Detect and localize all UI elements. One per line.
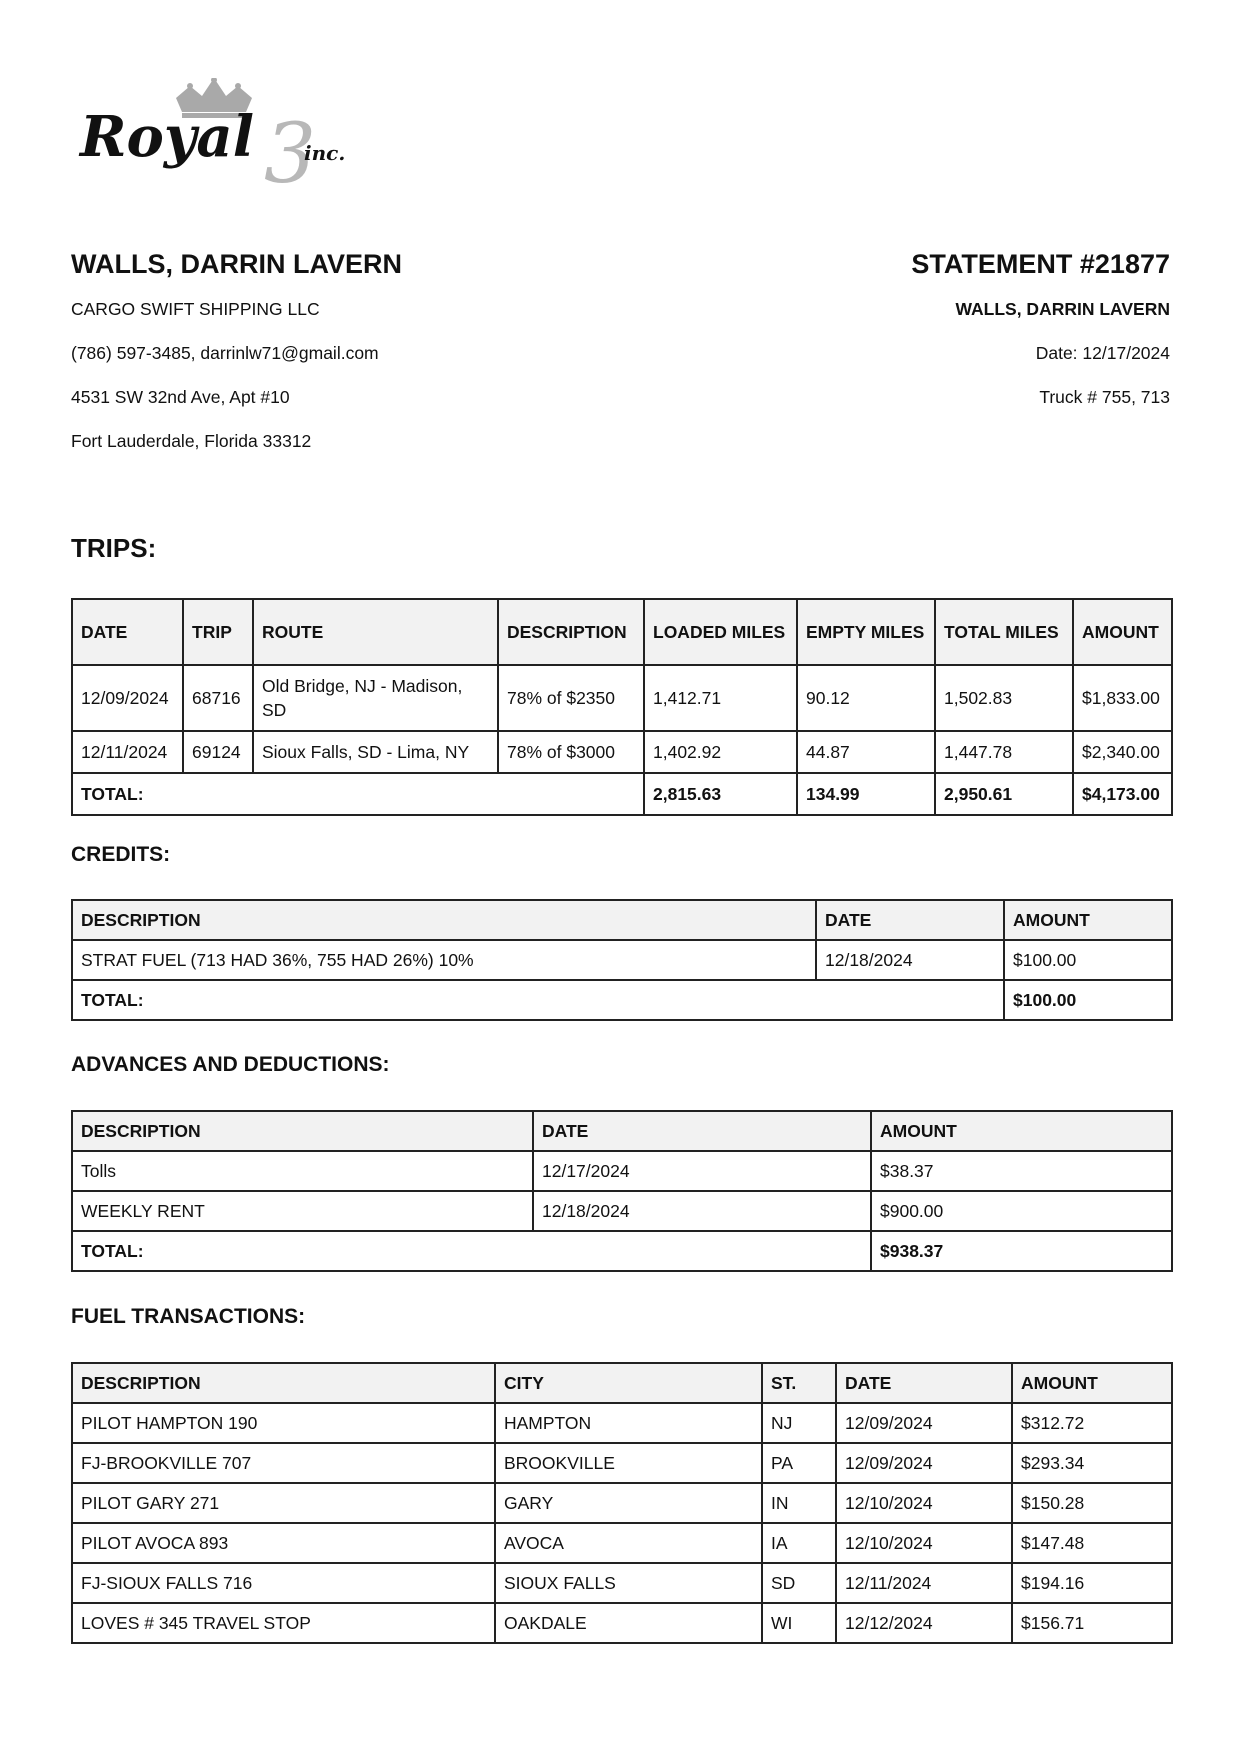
svg-text:3: 3 [264, 107, 317, 198]
driver-address-line-1: 4531 SW 32nd Ave, Apt #10 [71, 387, 290, 407]
table-header-row [72, 900, 1172, 940]
cell-amount: $38.37 [871, 1151, 1172, 1191]
table-row [72, 665, 1172, 731]
driver-address-line-2: Fort Lauderdale, Florida 33312 [71, 431, 312, 451]
col-header-route: ROUTE [253, 599, 498, 665]
cell-amount: $900.00 [871, 1191, 1172, 1231]
total-amount: $100.00 [1004, 980, 1172, 1020]
cell-date: 12/09/2024 [72, 665, 183, 731]
cell-city: GARY [495, 1483, 762, 1523]
cell-amount: $1,833.00 [1073, 665, 1172, 731]
cell-description: PILOT HAMPTON 190 [72, 1403, 495, 1443]
fuel-section-title: FUEL TRANSACTIONS: [71, 1305, 306, 1328]
cell-date: 12/18/2024 [533, 1191, 871, 1231]
cell-city: HAMPTON [495, 1403, 762, 1443]
cell-date: 12/12/2024 [836, 1603, 1012, 1643]
col-header-date: DATE [533, 1111, 871, 1151]
cell-loaded-miles: 1,412.71 [644, 665, 797, 731]
table-header-row [72, 599, 1172, 665]
cell-description: 78% of $3000 [498, 731, 644, 773]
credits-section-title: CREDITS: [71, 843, 171, 866]
table-row [72, 1603, 1172, 1643]
cell-amount: $150.28 [1012, 1483, 1172, 1523]
statement-info [610, 246, 1170, 431]
driver-company: CARGO SWIFT SHIPPING LLC [71, 299, 320, 319]
col-header-date: DATE [836, 1363, 1012, 1403]
total-amount: $4,173.00 [1073, 773, 1172, 815]
cell-description: STRAT FUEL (713 HAD 36%, 755 HAD 26%) 10% [72, 940, 816, 980]
table-header-row [72, 1111, 1172, 1151]
cell-amount: $2,340.00 [1073, 731, 1172, 773]
col-header-loaded-miles: LOADED MILES [644, 599, 797, 665]
table-row [72, 1483, 1172, 1523]
cell-state: NJ [762, 1403, 836, 1443]
col-header-trip: TRIP [183, 599, 253, 665]
col-header-empty-miles: EMPTY MILES [797, 599, 935, 665]
cell-description: Tolls [72, 1151, 533, 1191]
cell-date: 12/10/2024 [836, 1523, 1012, 1563]
cell-amount: $156.71 [1012, 1603, 1172, 1643]
cell-description: PILOT GARY 271 [72, 1483, 495, 1523]
advances-section-title: ADVANCES AND DEDUCTIONS: [71, 1053, 390, 1076]
col-header-state: ST. [762, 1363, 836, 1403]
cell-empty-miles: 44.87 [797, 731, 935, 773]
col-header-description: DESCRIPTION [72, 1111, 533, 1151]
cell-description: LOVES # 345 TRAVEL STOP [72, 1603, 495, 1643]
total-miles: 2,950.61 [935, 773, 1073, 815]
statement-title: STATEMENT #21877 [911, 249, 1170, 279]
cell-total-miles: 1,502.83 [935, 665, 1073, 731]
total-label: TOTAL: [72, 980, 1004, 1020]
statement-truck: Truck # 755, 713 [1039, 387, 1170, 407]
trips-section-title: TRIPS: [71, 533, 157, 563]
statement-driver-name: WALLS, DARRIN LAVERN [955, 299, 1170, 319]
cell-empty-miles: 90.12 [797, 665, 935, 731]
table-row [72, 1403, 1172, 1443]
cell-trip: 68716 [183, 665, 253, 731]
cell-amount: $293.34 [1012, 1443, 1172, 1483]
table-header-row [72, 1363, 1172, 1403]
cell-date: 12/17/2024 [533, 1151, 871, 1191]
col-header-city: CITY [495, 1363, 762, 1403]
company-logo [78, 78, 388, 198]
col-header-description: DESCRIPTION [72, 900, 816, 940]
col-header-date: DATE [816, 900, 1004, 940]
cell-description: FJ-BROOKVILLE 707 [72, 1443, 495, 1483]
cell-date: 12/11/2024 [72, 731, 183, 773]
total-amount: $938.37 [871, 1231, 1172, 1271]
driver-info [71, 246, 631, 475]
cell-loaded-miles: 1,402.92 [644, 731, 797, 773]
svg-text:Royal: Royal [80, 104, 254, 170]
cell-date: 12/18/2024 [816, 940, 1004, 980]
cell-date: 12/11/2024 [836, 1563, 1012, 1603]
cell-route: Old Bridge, NJ - Madison, SD [253, 665, 498, 731]
cell-city: BROOKVILLE [495, 1443, 762, 1483]
total-row [72, 773, 1172, 815]
table-row [72, 1151, 1172, 1191]
col-header-total-miles: TOTAL MILES [935, 599, 1073, 665]
cell-city: AVOCA [495, 1523, 762, 1563]
total-label: TOTAL: [72, 773, 644, 815]
cell-state: IN [762, 1483, 836, 1523]
cell-description: WEEKLY RENT [72, 1191, 533, 1231]
trips-table [71, 598, 1173, 816]
driver-name: WALLS, DARRIN LAVERN [71, 249, 402, 279]
cell-date: 12/09/2024 [836, 1403, 1012, 1443]
col-header-date: DATE [72, 599, 183, 665]
cell-city: OAKDALE [495, 1603, 762, 1643]
driver-contact: (786) 597-3485, darrinlw71@gmail.com [71, 343, 379, 363]
cell-description: PILOT AVOCA 893 [72, 1523, 495, 1563]
total-row [72, 980, 1172, 1020]
cell-state: IA [762, 1523, 836, 1563]
svg-text:inc.: inc. [304, 141, 346, 165]
advances-table [71, 1110, 1173, 1272]
total-row [72, 1231, 1172, 1271]
cell-state: PA [762, 1443, 836, 1483]
cell-state: WI [762, 1603, 836, 1643]
table-row [72, 1443, 1172, 1483]
col-header-amount: AMOUNT [871, 1111, 1172, 1151]
cell-amount: $100.00 [1004, 940, 1172, 980]
cell-city: SIOUX FALLS [495, 1563, 762, 1603]
cell-amount: $147.48 [1012, 1523, 1172, 1563]
cell-amount: $194.16 [1012, 1563, 1172, 1603]
total-label: TOTAL: [72, 1231, 871, 1271]
cell-total-miles: 1,447.78 [935, 731, 1073, 773]
table-row [72, 1523, 1172, 1563]
col-header-amount: AMOUNT [1012, 1363, 1172, 1403]
cell-description: 78% of $2350 [498, 665, 644, 731]
col-header-amount: AMOUNT [1004, 900, 1172, 940]
cell-state: SD [762, 1563, 836, 1603]
statement-date: Date: 12/17/2024 [1035, 343, 1170, 363]
table-row [72, 940, 1172, 980]
col-header-amount: AMOUNT [1073, 599, 1172, 665]
cell-amount: $312.72 [1012, 1403, 1172, 1443]
crown-logo-icon [78, 78, 388, 198]
cell-route: Sioux Falls, SD - Lima, NY [253, 731, 498, 773]
cell-date: 12/10/2024 [836, 1483, 1012, 1523]
table-row [72, 731, 1172, 773]
total-empty-miles: 134.99 [797, 773, 935, 815]
cell-date: 12/09/2024 [836, 1443, 1012, 1483]
cell-description: FJ-SIOUX FALLS 716 [72, 1563, 495, 1603]
col-header-description: DESCRIPTION [72, 1363, 495, 1403]
total-loaded-miles: 2,815.63 [644, 773, 797, 815]
credits-table [71, 899, 1173, 1021]
col-header-description: DESCRIPTION [498, 599, 644, 665]
cell-trip: 69124 [183, 731, 253, 773]
table-row [72, 1191, 1172, 1231]
table-row [72, 1563, 1172, 1603]
fuel-transactions-table [71, 1362, 1173, 1644]
